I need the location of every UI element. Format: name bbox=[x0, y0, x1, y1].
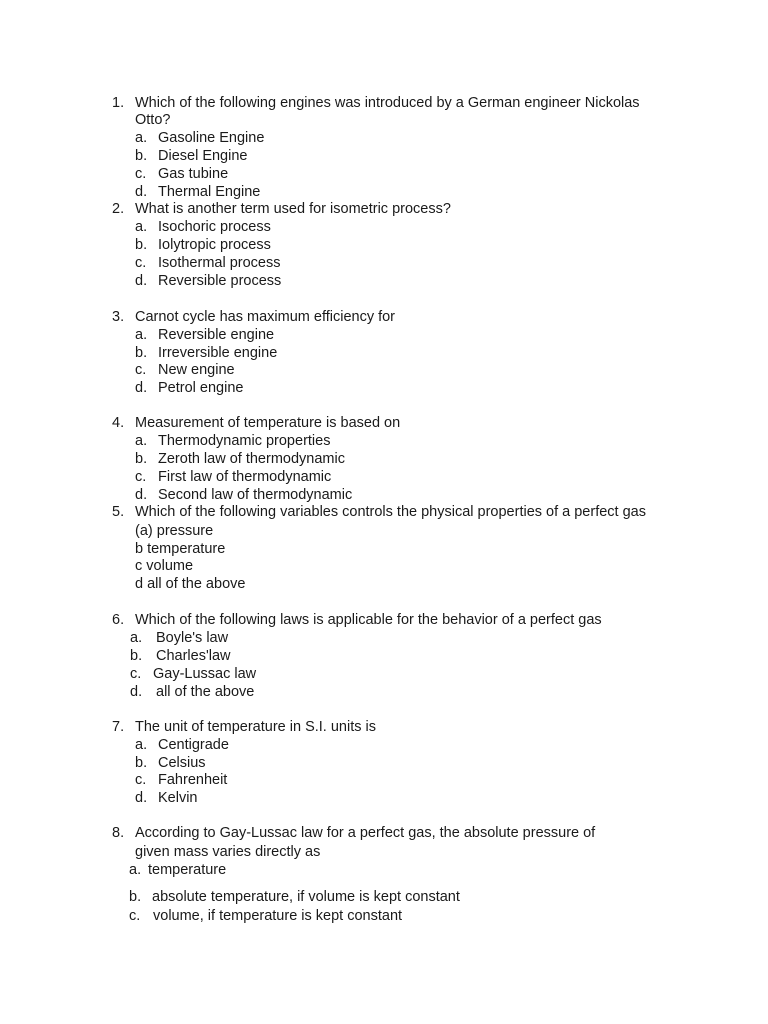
option-text: Gay-Lussac law bbox=[153, 666, 257, 682]
option-letter: c. bbox=[129, 908, 141, 924]
option-text: Celsius bbox=[158, 755, 206, 771]
option-letter: b. bbox=[129, 889, 142, 905]
option-text: First law of thermodynamic bbox=[158, 469, 332, 485]
option-text: Isothermal process bbox=[158, 255, 281, 271]
question-text: Otto? bbox=[135, 112, 171, 128]
option-text: Fahrenheit bbox=[158, 772, 228, 788]
question-text: Measurement of temperature is based on bbox=[135, 415, 401, 431]
option-text: Reversible engine bbox=[158, 327, 275, 343]
option-letter: d. bbox=[135, 273, 148, 289]
question-text: What is another term used for isometric process? bbox=[135, 201, 451, 217]
option-text: Isochoric process bbox=[158, 219, 271, 235]
option-text: Gasoline Engine bbox=[158, 130, 265, 146]
option-text: Irreversible engine bbox=[158, 345, 278, 361]
option-letter: b. bbox=[135, 148, 148, 164]
option-text: volume, if temperature is kept constant bbox=[153, 908, 403, 924]
option-letter: c. bbox=[130, 666, 142, 682]
question-number: 2. bbox=[112, 201, 125, 217]
question-text: Which of the following variables controls the physical properties of a perfect gas bbox=[135, 504, 646, 520]
option-text: New engine bbox=[158, 362, 235, 378]
question-number: 7. bbox=[112, 719, 125, 735]
option-text: Diesel Engine bbox=[158, 148, 248, 164]
option-letter: b. bbox=[135, 451, 148, 467]
option-letter: b. bbox=[135, 237, 148, 253]
option-letter: c. bbox=[135, 255, 147, 271]
option-letter: a. bbox=[135, 219, 148, 235]
option-text: Boyle's law bbox=[156, 630, 229, 646]
option-text: Petrol engine bbox=[158, 380, 244, 396]
option-text: Second law of thermodynamic bbox=[158, 487, 353, 503]
question-text: According to Gay-Lussac law for a perfect gas, the absolute pressure of bbox=[135, 825, 596, 841]
option-letter: b. bbox=[130, 648, 143, 664]
option-text: Centigrade bbox=[158, 737, 229, 753]
option-text: Iolytropic process bbox=[158, 237, 271, 253]
question-number: 8. bbox=[112, 825, 125, 841]
option-letter: c. bbox=[135, 166, 147, 182]
question-number: 4. bbox=[112, 415, 125, 431]
option-letter: a. bbox=[135, 130, 148, 146]
question-text: Which of the following engines was introduced by a German engineer Nickolas bbox=[135, 95, 640, 111]
option-text: Thermodynamic properties bbox=[158, 433, 331, 449]
option-text: Charles'law bbox=[156, 648, 231, 664]
option-letter: d. bbox=[135, 184, 148, 200]
option-letter: a. bbox=[130, 630, 143, 646]
option-text: absolute temperature, if volume is kept constant bbox=[152, 889, 460, 905]
option-text: Zeroth law of thermodynamic bbox=[158, 451, 345, 467]
option-text: Gas tubine bbox=[158, 166, 229, 182]
option-letter: b. bbox=[135, 345, 148, 361]
option-letter: a. bbox=[135, 327, 148, 343]
option-text: temperature bbox=[148, 862, 227, 878]
question-number: 6. bbox=[112, 612, 125, 628]
option-text: d all of the above bbox=[135, 576, 246, 592]
option-letter: c. bbox=[135, 362, 147, 378]
question-text: The unit of temperature in S.I. units is bbox=[135, 719, 376, 735]
option-letter: d. bbox=[135, 790, 148, 806]
option-text: (a) pressure bbox=[135, 523, 214, 539]
question-text: given mass varies directly as bbox=[135, 844, 321, 860]
question-number: 3. bbox=[112, 309, 125, 325]
option-letter: d. bbox=[135, 487, 148, 503]
option-letter: d. bbox=[135, 380, 148, 396]
question-number: 5. bbox=[112, 504, 125, 520]
option-letter: b. bbox=[135, 755, 148, 771]
option-text: c volume bbox=[135, 558, 194, 574]
option-text: all of the above bbox=[156, 684, 255, 700]
option-text: Kelvin bbox=[158, 790, 198, 806]
option-letter: a. bbox=[135, 737, 148, 753]
question-text: Which of the following laws is applicable for the behavior of a perfect gas bbox=[135, 612, 602, 628]
option-letter: c. bbox=[135, 469, 147, 485]
option-text: Thermal Engine bbox=[158, 184, 261, 200]
question-text: Carnot cycle has maximum efficiency for bbox=[135, 309, 396, 325]
question-number: 1. bbox=[112, 95, 125, 111]
option-text: Reversible process bbox=[158, 273, 282, 289]
option-letter: a. bbox=[135, 433, 148, 449]
option-letter: d. bbox=[130, 684, 143, 700]
option-letter: c. bbox=[135, 772, 147, 788]
option-letter: a. bbox=[129, 862, 142, 878]
option-text: b temperature bbox=[135, 541, 226, 557]
